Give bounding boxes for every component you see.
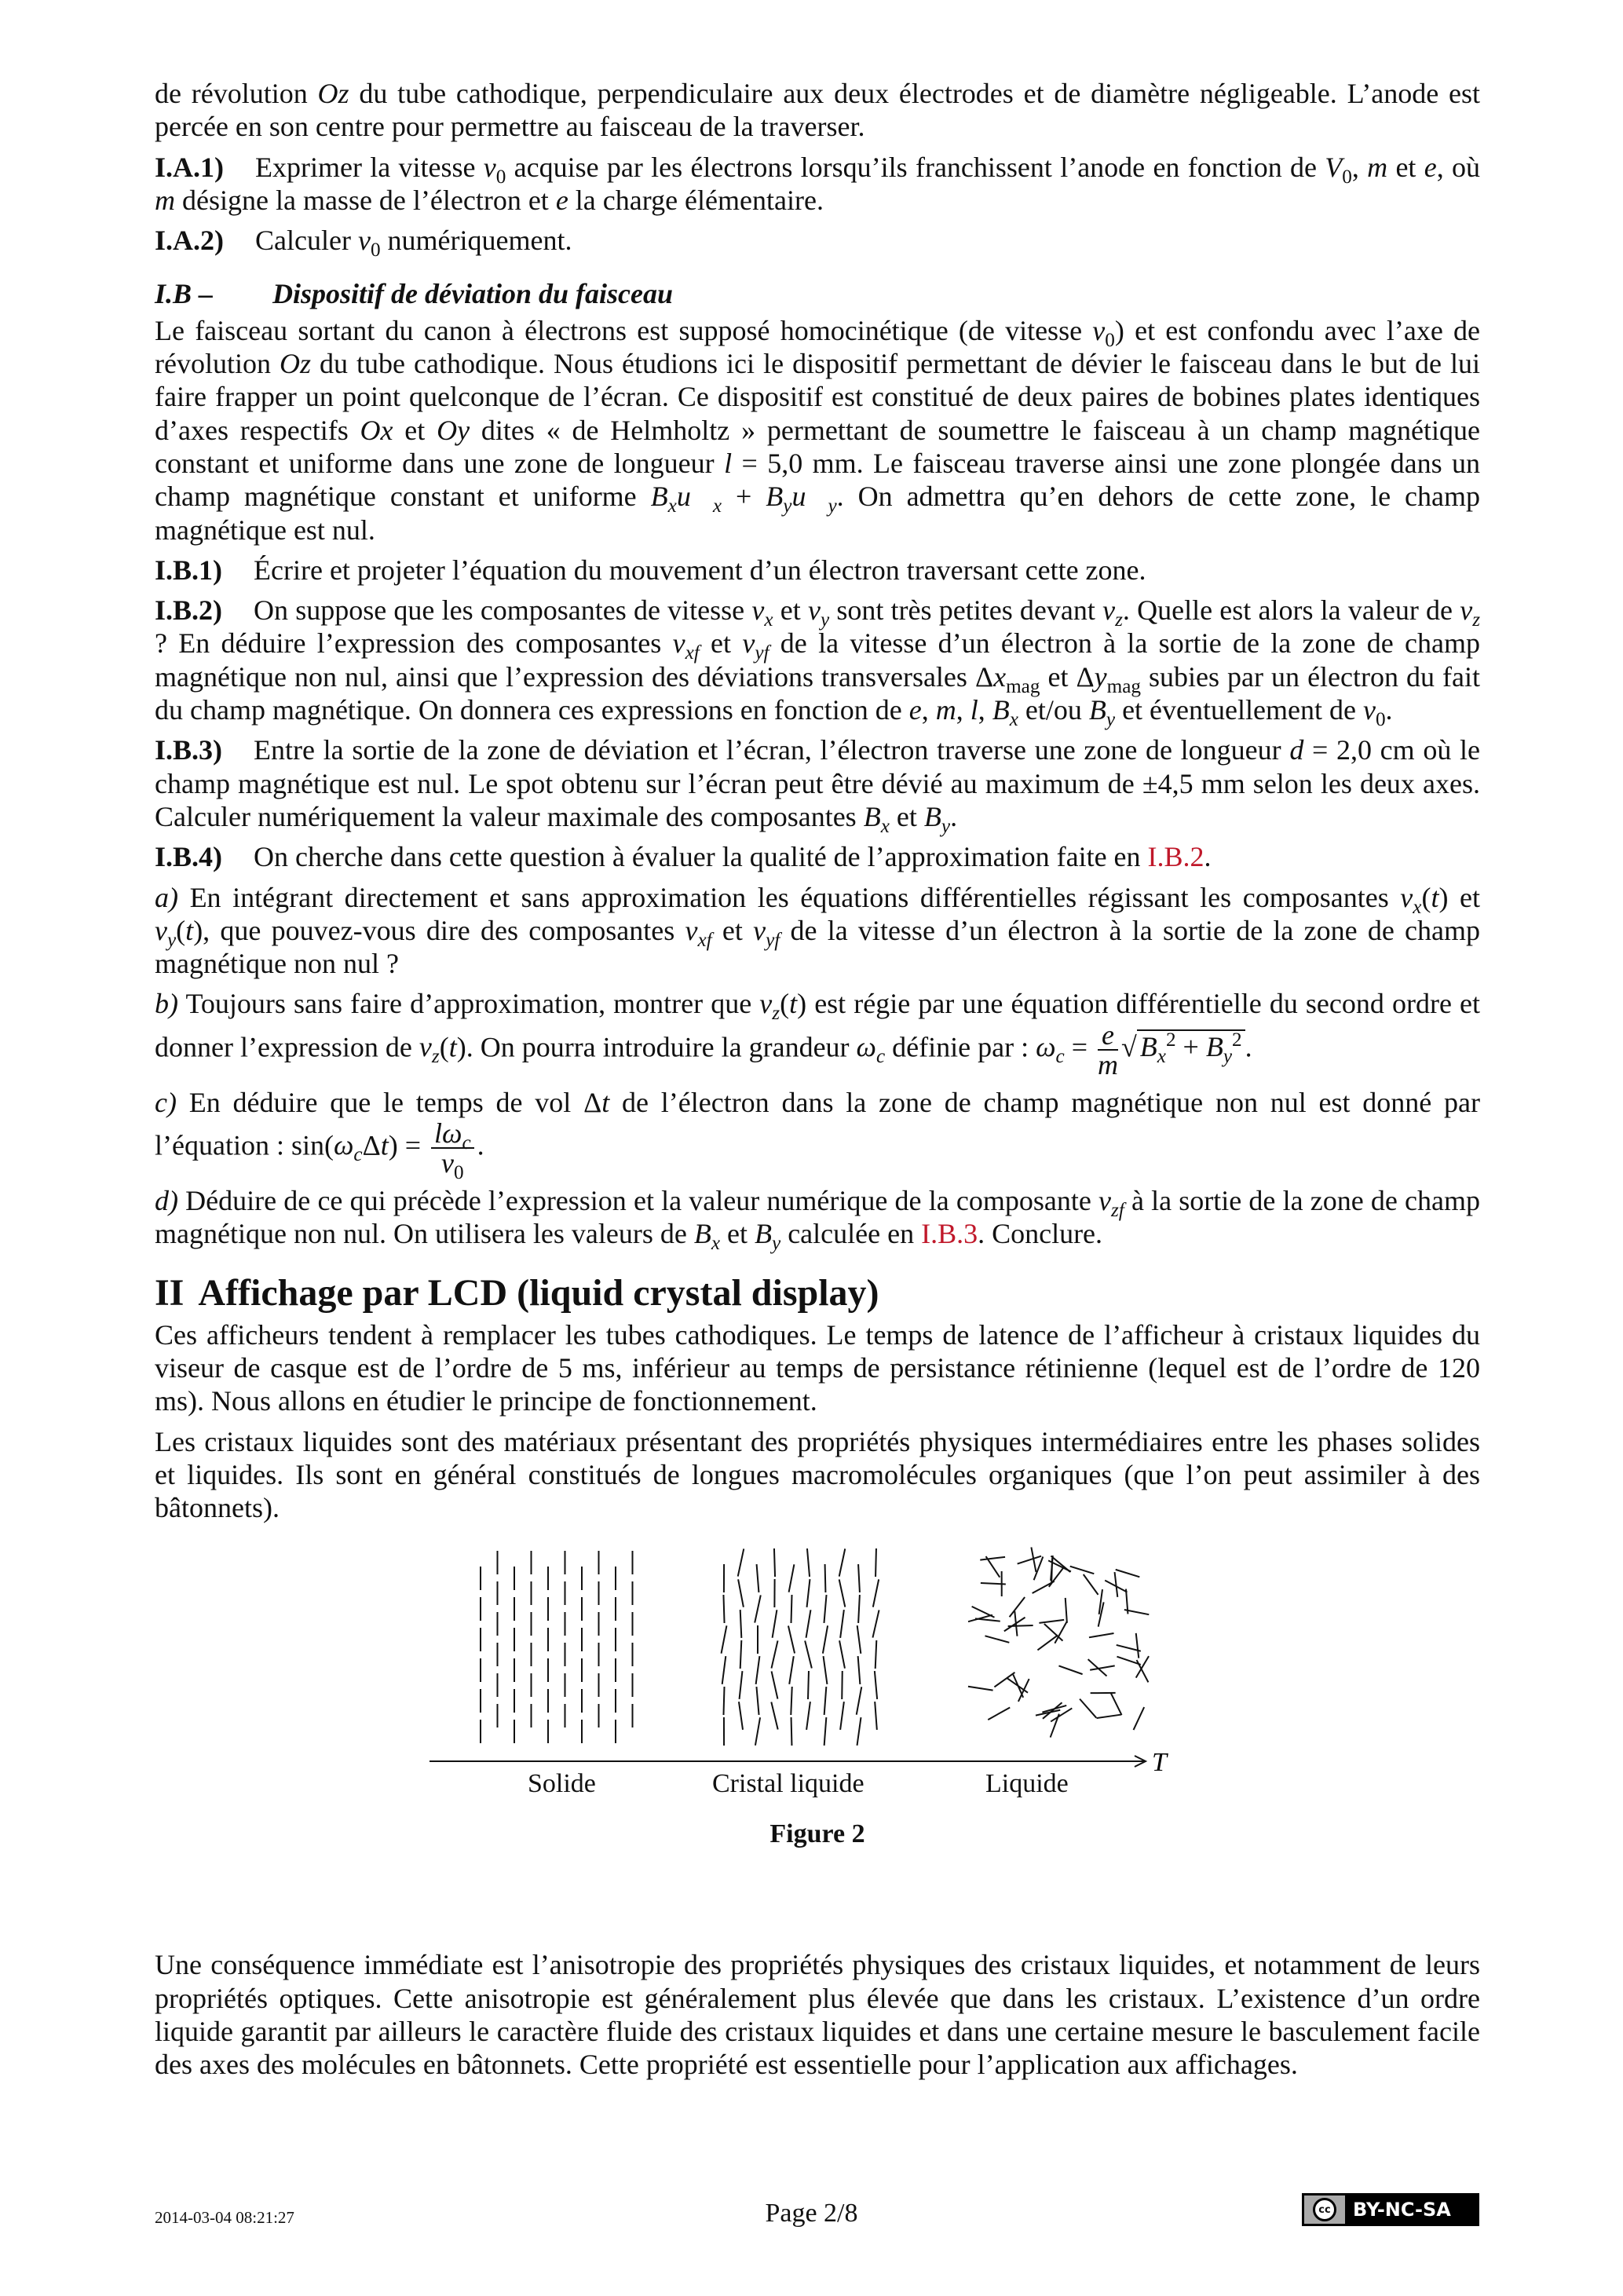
molecule-rod xyxy=(858,1656,861,1684)
molecule-rod xyxy=(1070,1567,1095,1574)
molecule-rod xyxy=(1136,1633,1139,1658)
question-ib1 xyxy=(155,554,1480,587)
molecule-rod xyxy=(791,1717,792,1746)
molecule-rod xyxy=(740,1610,742,1638)
figure-label-cristal-liquide: Cristal liquide xyxy=(712,1769,865,1799)
figure-caption: Figure 2 xyxy=(769,1819,865,1849)
document-body xyxy=(155,77,1480,2089)
molecule-rod xyxy=(875,1640,877,1669)
figure-label-solide: Solide xyxy=(528,1769,596,1799)
molecule-rod xyxy=(771,1702,777,1730)
molecule-rod xyxy=(1051,1556,1053,1581)
molecule-rod xyxy=(774,1548,775,1577)
molecule-rod xyxy=(872,1610,879,1638)
molecule-rod xyxy=(756,1657,760,1685)
molecule-rod xyxy=(723,1687,724,1715)
molecule-rod xyxy=(755,1718,760,1746)
section-number: II xyxy=(155,1271,185,1314)
section-heading-ib xyxy=(155,277,1480,310)
molecule-rod xyxy=(824,1657,828,1685)
question-number: I.B.3) xyxy=(155,734,223,766)
molecule-rod xyxy=(875,1671,877,1699)
molecule-rod xyxy=(1134,1707,1145,1730)
molecule-rod xyxy=(757,1564,759,1592)
molecule-rod xyxy=(1098,1603,1104,1627)
molecule-rod xyxy=(807,1548,810,1577)
molecule-rod xyxy=(1033,1581,1055,1593)
molecule-rod xyxy=(824,1717,827,1746)
molecule-rod xyxy=(994,1673,1014,1687)
molecule-rod xyxy=(1089,1633,1114,1637)
paragraph: de révolution Oz du tube cathodique, perpendiculaire aux deux électrodes et de diamètre négligeable. L’anode est percée en son centre pour permettre au faisceau de la traverser. xyxy=(155,78,1480,143)
axis-label: T xyxy=(1152,1748,1167,1771)
molecule-rod xyxy=(980,1557,1005,1560)
subquestion-a: a) En intégrant directement et sans approximation les équations différentielles régissant les composantes $v_x(t)$ et $v_y(t)$, que pouvez-vous dire des composantes $v_{xf}$ et $v_{yf}$ de la vitesse d’un électron à la sortie de la zone de champ magnétique non nul ? xyxy=(155,881,1481,980)
section-title: Dispositif de déviation du faisceau xyxy=(272,278,673,310)
molecule-rod xyxy=(1084,1574,1098,1595)
subquestion-c: c) En déduire que le temps de vol Δt de l’électron dans la zone de champ magnétique non nul est donné par l’équation : $\sin(\omega_c\Delta t)$ = $\frac{l\omega_c}{v_0}$ . xyxy=(155,1086,1480,1184)
question-number: I.B.1) xyxy=(155,554,223,586)
molecule-rod xyxy=(755,1596,761,1623)
question-number: I.B.2) xyxy=(155,594,223,627)
subquestion-d: d) Déduire de ce qui précède l’expression et la valeur numérique de la composante $v_{zf}$ à la sortie de la zone de champ magnétique non nul. On utilisera les valeurs de $B_x$ et $B_y$ calculée en I.B.3. Conclure. xyxy=(155,1185,1480,1255)
molecule-rod xyxy=(771,1641,777,1669)
molecule-rod xyxy=(772,1672,778,1699)
molecule-rod xyxy=(839,1641,845,1669)
footer-timestamp: 2014-03-04 08:21:27 xyxy=(155,2208,294,2227)
question-ib4 xyxy=(155,840,1480,873)
question-ia1 xyxy=(155,151,1480,218)
molecule-rod xyxy=(722,1657,726,1685)
molecule-rod xyxy=(842,1671,843,1699)
molecule-rod xyxy=(1110,1693,1121,1716)
question-ib2 xyxy=(155,594,1481,731)
molecule-rod xyxy=(986,1556,1000,1578)
question-text: Exprimer la vitesse $v_0$ acquise par les électrons lorsqu’ils franchissent l’anode en fonction de $V_0$, m et e, où m désigne la masse de l’électron et e la charge élémentaire. xyxy=(155,151,1481,216)
molecule-rod xyxy=(789,1657,794,1685)
molecule-rod xyxy=(1115,1572,1118,1597)
question-ia2 xyxy=(155,224,1480,261)
question-ib3 xyxy=(155,733,1480,838)
molecule-rods xyxy=(481,1548,1149,1746)
molecule-rod xyxy=(738,1549,744,1577)
molecule-rod xyxy=(825,1564,826,1592)
molecule-rod xyxy=(1058,1666,1082,1675)
molecule-rod xyxy=(723,1595,724,1623)
molecule-rod xyxy=(975,1619,1000,1621)
molecule-rod xyxy=(1007,1679,1028,1693)
molecule-rod xyxy=(858,1564,860,1592)
molecule-rod xyxy=(857,1626,861,1654)
molecule-rod xyxy=(1051,1714,1059,1738)
molecule-rod xyxy=(857,1718,861,1746)
figure-2 xyxy=(155,1535,1480,1943)
molecule-rod xyxy=(840,1702,844,1731)
molecule-rod xyxy=(1039,1620,1064,1623)
molecule-rod xyxy=(740,1640,742,1669)
molecule-rod xyxy=(789,1565,795,1592)
molecule-rod xyxy=(738,1580,744,1607)
molecule-rod xyxy=(1004,1618,1025,1632)
molecule-rod xyxy=(807,1579,810,1607)
question-number: I.A.1) xyxy=(155,151,224,183)
molecule-rod xyxy=(1010,1597,1025,1617)
section-heading-ii xyxy=(155,1271,1480,1315)
question-number: I.B.4) xyxy=(155,841,223,873)
molecule-rod xyxy=(839,1549,846,1577)
creative-commons-icon xyxy=(1304,2195,1345,2224)
license-badge xyxy=(1302,2193,1479,2226)
question-text: Calculer $v_0$ numériquement. xyxy=(255,225,572,261)
molecule-rod xyxy=(823,1626,828,1654)
molecule-rod xyxy=(1096,1715,1121,1719)
molecule-rod xyxy=(805,1641,812,1669)
subquestion-b: b) Toujours sans faire d’approximation, montrer que $v_z(t)$ est régie par une équation différentielle du second ordre et donner l’expression de $v_z(t)$. On pourra introduire la grandeur $\omega_c$ définie par : $\omega_c$ = $\frac{e}{m}$ √ $B_x^2 + B_y^2$ . xyxy=(155,988,1481,1080)
molecule-rod xyxy=(808,1671,809,1699)
paragraph: Le faisceau sortant du canon à électrons est supposé homocinétique (de vitesse $v_0$) et est confondu avec l’axe de révolution Oz du tube cathodique. Nous étudions ici le dispositif permettant de dévier le faisceau dans le but de lui faire frapper un point quelconque de l’écran. Ce dispositif est constitué de deux paires de bobines plates identiques d’axes respectifs Ox et Oy dites « de Helmholtz » permettant de soumettre le faisceau à un champ magnétique constant et uniforme dans une zone de longueur l = 5,0 mm. Le faisceau traverse ainsi une zone plongée dans un champ magnétique constant et uniforme $B_xu⃗_x$ + $B_yu⃗_y$. On admettra qu’en dehors de cette zone, le champ magnétique est nul. xyxy=(155,314,1481,546)
paragraph: Les cristaux liquides sont des matériaux présentant des propriétés physiques intermédiaires entre les phases solides et liquides. Ils sont en général constitués de longues macromolécules organiques (que l’on peut assimiler à des bâtonnets). xyxy=(155,1425,1480,1524)
molecule-rod xyxy=(1136,1657,1149,1679)
question-text: Entre la sortie de la zone de déviation et l’écran, l’électron traverse une zone de longueur d = 2,0 cm où le champ magnétique est nul. Le spot obtenu sur l’écran peut être dévié au maximum de ±4,5 mm selon les deux axes. Calculer numériquement la valeur maximale des composantes $B_x$ et $B_y$. xyxy=(155,734,1480,838)
question-text: On cherche dans cette question à évaluer la qualité de l’approximation faite en I.B.2. xyxy=(254,841,1212,873)
molecule-rod xyxy=(1066,1598,1067,1623)
molecule-rod xyxy=(824,1595,826,1623)
molecule-rod xyxy=(1090,1666,1115,1670)
molecule-rod xyxy=(840,1610,844,1639)
molecule-rod xyxy=(788,1626,795,1654)
question-text: Écrire et projeter l’équation du mouvement d’un électron traversant cette zone. xyxy=(254,554,1146,586)
question-number: I.A.2) xyxy=(155,225,224,257)
molecule-rod xyxy=(875,1702,877,1730)
section-title: Affichage par LCD (liquid crystal display) xyxy=(198,1271,879,1314)
molecule-rod xyxy=(858,1595,860,1623)
molecule-rod xyxy=(968,1687,993,1691)
molecule-rod xyxy=(739,1702,743,1731)
paragraph: Ces afficheurs tendent à remplacer les tubes cathodiques. Le temps de latence de l’afficheur à cristaux liquides du viseur de casque est de l’ordre de 5 ms, inférieur au temps de persistance rétinienne (lequel est de l’ordre de 120 ms). Nous allons en étudier le principe de fonctionnement. xyxy=(155,1318,1480,1417)
paragraph: Une conséquence immédiate est l’anisotropie des propriétés physiques des cristaux liquides, et notamment de leurs propriétés optiques. Cette anisotropie est généralement plus élevée que dans les cristaux. L’existence d’un ordre liquide garantit par ailleurs le caractère fluide des cristaux liquides et dans une certaine mesure le basculement facile des axes des molécules en bâtonnets. Cette propriété est essentielle pour l’application aux affichages. xyxy=(155,1949,1480,2081)
molecule-rod xyxy=(740,1671,743,1699)
molecule-rod xyxy=(756,1687,758,1715)
molecule-rod xyxy=(1008,1625,1033,1626)
molecule-rod xyxy=(857,1687,862,1715)
cc-logo-text: cc xyxy=(1313,2198,1336,2221)
page-number: Page 2/8 xyxy=(765,2199,858,2228)
molecule-rod xyxy=(824,1687,827,1715)
molecule-rod xyxy=(1080,1699,1096,1718)
question-text: On suppose que les composantes de vitesse $v_x$ et $v_y$ sont très petites devant $v_z$. Quelle est alors la valeur de $v_z$ ? En déduire l’expression des composantes $v_{xf}$ et $v_{yf}$ de la vitesse d’un électron à la sortie de la zone de champ magnétique non nul, ainsi que l’expression des déviations transversales $\Delta x_{mag}$ et $\Delta y_{mag}$ subies par un électron du fait du champ magnétique. On donnera ces expressions en fonction de e, m, l, $B_x$ et/ou $B_y$ et éventuellement de $v_0$. xyxy=(155,594,1481,731)
molecule-rod xyxy=(875,1548,876,1577)
molecule-rod xyxy=(873,1580,879,1607)
molecule-rod xyxy=(1018,1556,1041,1564)
molecule-rod xyxy=(839,1580,846,1607)
license-text: BY-NC-SA xyxy=(1353,2199,1451,2221)
molecule-rod xyxy=(985,1636,1009,1643)
molecule-rod xyxy=(806,1702,810,1731)
phase-diagram-illustration xyxy=(430,1535,1340,1771)
molecule-rod xyxy=(1116,1570,1140,1577)
molecule-rod xyxy=(806,1610,811,1639)
molecule-rod xyxy=(988,1708,1010,1720)
section-number: I.B – xyxy=(155,278,214,310)
figure-label-liquide: Liquide xyxy=(985,1769,1069,1799)
molecule-rod xyxy=(722,1626,727,1654)
molecule-rod xyxy=(773,1610,777,1639)
